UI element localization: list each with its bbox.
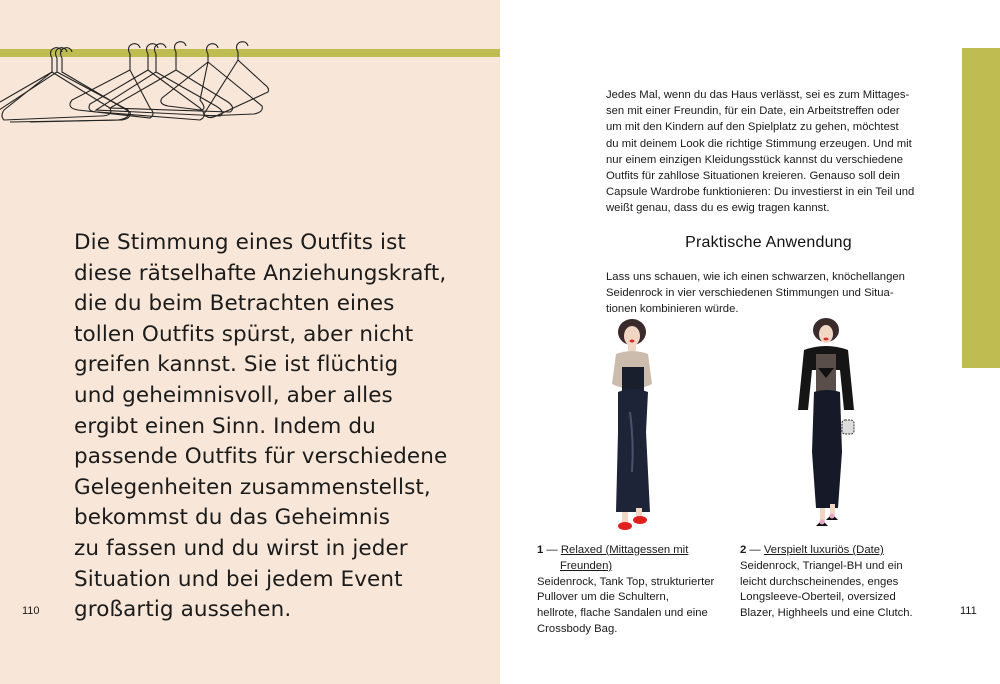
caption-line: Longsleeve-Oberteil, oversized xyxy=(740,591,896,604)
right-page xyxy=(500,0,1000,684)
quote-line: passende Outfits für verschiedene xyxy=(74,444,448,470)
quote-line: Situation und bei jedem Event xyxy=(74,566,403,592)
caption-number: 1 xyxy=(537,544,544,556)
page-number-right: 111 xyxy=(960,605,977,617)
section-line: Seidenrock in vier verschiedenen Stimmungen und Situa- xyxy=(606,287,894,300)
section-line: tionen kombinieren würde. xyxy=(606,303,739,316)
section-paragraph xyxy=(606,269,936,318)
accent-band xyxy=(962,48,1000,368)
caption-title-cont xyxy=(537,559,737,575)
quote-line: bekommst du das Geheimnis xyxy=(74,505,390,531)
intro-line: Capsule Wardrobe funktionieren: Du investierst in ein Teil und xyxy=(606,186,915,199)
intro-line: nur einem einzigen Kleidungsstück kannst du verschiedene xyxy=(606,153,904,166)
caption-title xyxy=(740,543,950,559)
caption-title-text: Relaxed (Mittagessen mit xyxy=(560,544,689,556)
quote-line: diese rätselhafte Anziehungskraft, xyxy=(74,260,447,286)
quote-line: greifen kannst. Sie ist flüchtig xyxy=(74,352,399,378)
intro-line: sen mit einer Freundin, für ein Date, ein Arbeitstreffen oder xyxy=(606,105,900,118)
quote-line: die du beim Betrachten eines xyxy=(74,291,395,317)
intro-line: du mit deinem Look die richtige Stimmung erzeugen. Und mit xyxy=(606,137,912,150)
intro-paragraph xyxy=(606,87,936,217)
hangers-illustration xyxy=(0,40,280,130)
caption-title-text: Verspielt luxuriös (Date) xyxy=(763,544,884,556)
intro-line: Jedes Mal, wenn du das Haus verlässt, sei es zum Mittages- xyxy=(606,89,910,101)
quote-line: tollen Outfits spürst, aber nicht xyxy=(74,321,414,347)
caption-line: hellrote, flache Sandalen und eine xyxy=(537,607,708,620)
intro-line: weißt genau, dass du es ewig tragen kannst. xyxy=(606,202,830,215)
caption-title xyxy=(537,543,737,559)
caption-line: leicht durchscheinendes, enges xyxy=(740,575,899,588)
caption-number: 2 xyxy=(740,544,747,556)
section-heading: Praktische Anwendung xyxy=(685,234,852,251)
outfit-caption-1 xyxy=(537,543,737,638)
quote-line: großartig aussehen. xyxy=(74,597,292,623)
intro-line: um mit den Kindern auf den Spielplatz zu gehen, möchtest xyxy=(606,121,899,134)
pull-quote xyxy=(74,228,494,626)
quote-line: und geheimnisvoll, aber alles xyxy=(74,382,393,408)
caption-dash: — xyxy=(543,544,561,556)
caption-dash: — xyxy=(746,544,764,556)
section-line: Lass uns schauen, wie ich einen schwarzen, knöchellangen xyxy=(606,271,905,283)
intro-line: Outfits für zahllose Situationen kreieren. Genauso soll dein xyxy=(606,170,900,183)
caption-line: Seidenrock, Tank Top, strukturierter xyxy=(537,575,715,588)
caption-line: Crossbody Bag. xyxy=(537,622,618,635)
page-number-left: 110 xyxy=(22,605,40,617)
outfit-illustration-date xyxy=(786,312,866,537)
caption-title-text: Freunden) xyxy=(560,559,613,572)
quote-line: zu fassen und du wirst in jeder xyxy=(74,535,408,561)
quote-line: Gelegenheiten zusammenstellst, xyxy=(74,474,431,500)
quote-line: Die Stimmung eines Outfits ist xyxy=(74,230,406,255)
outfit-caption-2 xyxy=(740,543,950,622)
caption-line: Seidenrock, Triangel-BH und ein xyxy=(740,559,903,572)
outfit-illustration-relaxed xyxy=(592,312,672,537)
caption-line: Blazer, Highheels und eine Clutch. xyxy=(740,607,913,620)
caption-line: Pullover um die Schultern, xyxy=(537,591,669,604)
quote-line: ergibt einen Sinn. Indem du xyxy=(74,413,376,439)
